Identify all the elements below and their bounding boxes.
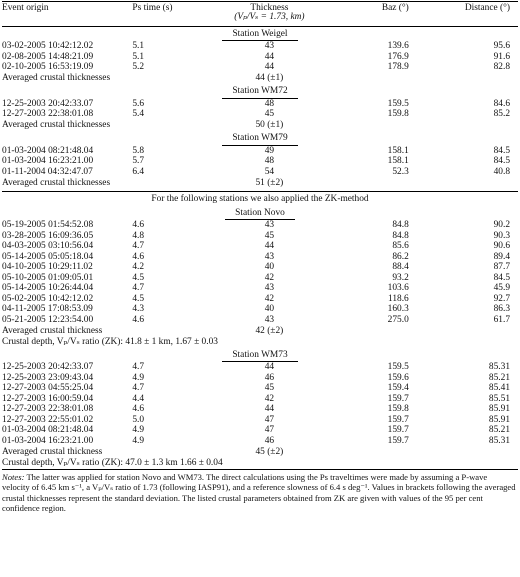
header-event-origin: Event origin [2, 2, 126, 27]
empty-cell [324, 73, 431, 84]
table-row [2, 394, 518, 405]
distance-cell: 45.9 [493, 283, 510, 294]
table-row [2, 363, 518, 374]
thickness-cell: 42 [264, 272, 275, 283]
crustal-depth-text: Crustal depth, Vₚ/Vₛ ratio (ZK): 41.8 ± 1 km, 1.67 ± 0.03 [2, 336, 218, 347]
zk-method-heading: For the following stations we also applied the ZK-method [151, 194, 369, 205]
thickness-cell: 42 [264, 393, 275, 404]
ps-time-cell: 5.2 [132, 62, 145, 73]
ps-time-cell: 4.6 [132, 251, 145, 262]
station-heading-cell [2, 348, 518, 363]
table-row [2, 52, 518, 63]
baz-cell: 160.3 [387, 304, 409, 315]
distance-cell: 86.3 [493, 304, 510, 315]
baz-cell: 159.7 [387, 414, 409, 425]
thickness-cell: 44 [264, 62, 275, 73]
header-thickness-label: Thickness [250, 3, 289, 13]
thickness-cell: 48 [264, 98, 275, 109]
header-baz: Baz (°) [324, 2, 431, 27]
distance-cell: 84.5 [493, 145, 510, 156]
empty-cell [431, 73, 518, 84]
station-heading-row [2, 131, 518, 146]
event-origin-cell: 05-10-2005 01:09:05.01 [2, 272, 94, 283]
distance-cell: 85.31 [488, 362, 510, 373]
table-row [2, 252, 518, 263]
station-title: Station WM79 [222, 134, 297, 145]
event-origin-cell: 12-27-2003 04:55:25.04 [2, 383, 94, 394]
average-value: 45 (±2) [255, 446, 284, 457]
distance-cell: 90.6 [493, 241, 510, 252]
empty-cell [431, 326, 518, 337]
crustal-depth-row [2, 337, 518, 348]
distance-cell: 84.6 [493, 98, 510, 109]
station-heading-row [2, 84, 518, 99]
distance-cell: 87.7 [493, 262, 510, 273]
baz-cell: 88.4 [392, 262, 409, 273]
table-row [2, 157, 518, 168]
event-origin-cell: 01-03-2004 16:23:21.00 [2, 156, 94, 167]
average-label: Averaged crustal thicknesses [2, 73, 111, 84]
event-origin-cell: 12-27-2003 22:38:01.08 [2, 404, 94, 415]
table-row [2, 373, 518, 384]
ps-time-cell: 5.0 [132, 414, 145, 425]
ps-time-cell: 4.6 [132, 314, 145, 325]
thickness-cell: 46 [264, 435, 275, 446]
station-title: Station WM72 [222, 87, 297, 98]
baz-cell: 159.7 [387, 425, 409, 436]
average-value: 51 (±2) [255, 177, 284, 188]
event-origin-cell: 05-02-2005 10:42:12.02 [2, 293, 94, 304]
event-origin-cell: 12-27-2003 16:00:59.04 [2, 393, 94, 404]
baz-cell: 178.9 [387, 62, 409, 73]
event-origin-cell: 12-25-2003 23:09:43.04 [2, 372, 94, 383]
ps-time-cell: 4.5 [132, 272, 145, 283]
distance-cell: 90.3 [493, 230, 510, 241]
baz-cell: 93.2 [392, 272, 409, 283]
baz-cell: 159.6 [387, 372, 409, 383]
average-label: Averaged crustal thickness [2, 325, 103, 336]
event-origin-cell: 01-03-2004 08:21:48.04 [2, 145, 94, 156]
crustal-thickness-table [2, 1, 518, 470]
baz-cell: 52.3 [392, 166, 409, 177]
ps-time-cell: 5.7 [132, 156, 145, 167]
thickness-cell: 49 [264, 145, 275, 156]
distance-cell: 82.8 [493, 62, 510, 73]
thickness-cell: 45 [264, 109, 275, 120]
average-row [2, 120, 518, 131]
station-heading-row [2, 206, 518, 221]
event-origin-cell: 12-27-2003 22:55:01.02 [2, 414, 94, 425]
event-origin-cell: 12-25-2003 20:42:33.07 [2, 362, 94, 373]
zk-method-heading-row [2, 191, 518, 206]
event-origin-cell: 04-10-2005 10:29:11.02 [2, 262, 93, 273]
table-row [2, 273, 518, 284]
ps-time-cell: 5.8 [132, 145, 145, 156]
average-value: 44 (±1) [255, 73, 284, 84]
ps-time-cell: 6.4 [132, 166, 145, 177]
header-ps-time: Ps time (s) [126, 2, 215, 27]
baz-cell: 275.0 [387, 314, 409, 325]
event-origin-cell: 04-03-2005 03:10:56.04 [2, 241, 94, 252]
table-row [2, 110, 518, 121]
baz-cell: 158.1 [387, 156, 409, 167]
baz-cell: 159.7 [387, 393, 409, 404]
table-row [2, 221, 518, 232]
baz-cell: 159.5 [387, 98, 409, 109]
baz-cell: 159.8 [387, 404, 409, 415]
distance-cell: 95.6 [493, 41, 510, 52]
ps-time-cell: 4.2 [132, 262, 145, 273]
header-distance: Distance (°) [431, 2, 518, 27]
empty-cell [324, 120, 431, 131]
distance-cell: 85.21 [488, 425, 510, 436]
ps-time-cell: 4.3 [132, 304, 145, 315]
ps-time-cell: 4.7 [132, 283, 145, 294]
average-value: 50 (±1) [255, 120, 284, 131]
table-row [2, 405, 518, 416]
distance-cell: 40.8 [493, 166, 510, 177]
table-row [2, 305, 518, 316]
thickness-cell: 44 [264, 404, 275, 415]
event-origin-cell: 04-11-2005 17:08:53.09 [2, 304, 93, 315]
ps-time-cell: 4.7 [132, 241, 145, 252]
average-label: Averaged crustal thicknesses [2, 177, 111, 188]
distance-cell: 85.51 [488, 393, 510, 404]
thickness-cell: 47 [264, 414, 275, 425]
distance-cell: 91.6 [493, 51, 510, 62]
table-row [2, 384, 518, 395]
ps-time-cell: 4.7 [132, 383, 145, 394]
thickness-cell: 43 [264, 41, 275, 52]
station-heading-cell [2, 131, 518, 146]
station-heading-row [2, 26, 518, 42]
event-origin-cell: 05-21-2005 12:23:54.00 [2, 314, 94, 325]
table-row [2, 242, 518, 253]
empty-cell [431, 447, 518, 458]
distance-cell: 85.31 [488, 435, 510, 446]
table-header [2, 2, 518, 27]
baz-cell: 159.8 [387, 109, 409, 120]
ps-time-cell: 5.4 [132, 109, 145, 120]
notes-label: Notes: [2, 471, 25, 482]
station-heading-cell [2, 26, 518, 42]
thickness-cell: 48 [264, 156, 275, 167]
table-row [2, 294, 518, 305]
station-title: Station WM73 [222, 351, 297, 362]
distance-cell: 84.5 [493, 156, 510, 167]
distance-cell: 85.21 [488, 372, 510, 383]
average-row [2, 178, 518, 189]
table-row [2, 263, 518, 274]
average-row [2, 73, 518, 84]
table-row [2, 426, 518, 437]
thickness-cell: 42 [264, 293, 275, 304]
header-thickness [215, 2, 324, 27]
event-origin-cell: 03-28-2005 16:09:36.05 [2, 230, 94, 241]
thickness-cell: 46 [264, 372, 275, 383]
baz-cell: 158.1 [387, 145, 409, 156]
baz-cell: 118.6 [388, 293, 409, 304]
header-thickness-sub: (Vₚ/Vₛ = 1.73, km) [234, 12, 305, 23]
table-row [2, 42, 518, 53]
empty-cell [431, 120, 518, 131]
ps-time-cell: 4.9 [132, 435, 145, 446]
event-origin-cell: 05-14-2005 05:05:18.04 [2, 251, 94, 262]
baz-cell: 159.7 [387, 435, 409, 446]
thickness-cell: 40 [264, 304, 275, 315]
table-row [2, 231, 518, 242]
baz-cell: 176.9 [387, 51, 409, 62]
empty-cell [324, 326, 431, 337]
thickness-cell: 45 [264, 230, 275, 241]
header-row [2, 2, 518, 27]
distance-cell: 84.5 [493, 272, 510, 283]
distance-cell: 89.4 [493, 251, 510, 262]
event-origin-cell: 12-25-2003 20:42:33.07 [2, 98, 94, 109]
baz-cell: 85.6 [392, 241, 409, 252]
event-origin-cell: 01-03-2004 08:21:48.04 [2, 425, 94, 436]
baz-cell: 139.6 [387, 41, 409, 52]
table-notes [2, 472, 516, 514]
thickness-cell: 43 [264, 251, 275, 262]
table-row [2, 63, 518, 74]
ps-time-cell: 4.9 [132, 425, 145, 436]
event-origin-cell: 02-10-2005 16:53:19.09 [2, 62, 94, 73]
distance-cell: 85.91 [488, 404, 510, 415]
thickness-cell: 44 [264, 51, 275, 62]
ps-time-cell: 4.9 [132, 372, 145, 383]
distance-cell: 92.7 [493, 293, 510, 304]
thickness-cell: 47 [264, 425, 275, 436]
baz-cell: 159.5 [387, 362, 409, 373]
station-heading-cell [2, 206, 518, 221]
thickness-cell: 45 [264, 383, 275, 394]
distance-cell: 90.2 [493, 220, 510, 231]
empty-cell [324, 178, 431, 189]
ps-time-cell: 4.5 [132, 293, 145, 304]
event-origin-cell: 03-02-2005 10:42:12.02 [2, 41, 94, 52]
table-row [2, 436, 518, 447]
crustal-depth-text: Crustal depth, Vₚ/Vₛ ratio (ZK): 47.0 ± 1.3 km 1.66 ± 0.04 [2, 458, 518, 470]
table-row [2, 284, 518, 295]
event-origin-cell: 01-11-2004 04:32:47.07 [2, 166, 93, 177]
baz-cell: 86.2 [392, 251, 409, 262]
ps-time-cell: 4.7 [132, 362, 145, 373]
notes-text: The latter was applied for station Novo and WM73. The direct calculations using the Ps traveltimes were made by assuming a P-wave velocity of 6.45 km s⁻¹, a Vₚ/Vₛ ratio of 1.73 (following IASP91), and a reference slowness of 6.4 s deg⁻¹. Values in brackets following the averaged crustal thicknesses represent the standard deviation. The listed crustal parameters obtained from ZK are given with values of the 95 per cent confidence region. [2, 471, 516, 514]
average-label: Averaged crustal thicknesses [2, 120, 111, 131]
thickness-cell: 54 [264, 166, 275, 177]
distance-cell: 85.2 [493, 109, 510, 120]
station-title: Station Weigel [222, 30, 297, 41]
table-row [2, 415, 518, 426]
distance-cell: 61.7 [493, 314, 510, 325]
thickness-cell: 43 [264, 283, 275, 294]
baz-cell: 103.6 [387, 283, 409, 294]
table-row [2, 315, 518, 326]
table-row [2, 167, 518, 178]
distance-cell: 85.41 [488, 383, 510, 394]
ps-time-cell: 4.8 [132, 230, 145, 241]
empty-cell [431, 178, 518, 189]
ps-time-cell: 5.1 [132, 51, 145, 62]
event-origin-cell: 05-19-2005 01:54:52.08 [2, 220, 94, 231]
station-title: Station Novo [225, 209, 295, 220]
average-row [2, 447, 518, 458]
distance-cell: 85.91 [488, 414, 510, 425]
ps-time-cell: 4.6 [132, 220, 145, 231]
event-origin-cell: 01-03-2004 16:23:21.00 [2, 435, 94, 446]
thickness-cell: 40 [264, 262, 275, 273]
crustal-depth-row [2, 458, 518, 470]
average-row [2, 326, 518, 337]
station-heading-row [2, 348, 518, 363]
average-label: Averaged crustal thickness [2, 446, 103, 457]
thickness-cell: 44 [264, 241, 275, 252]
ps-time-cell: 4.6 [132, 404, 145, 415]
ps-time-cell: 5.1 [132, 41, 145, 52]
thickness-cell: 43 [264, 220, 275, 231]
baz-cell: 84.8 [392, 230, 409, 241]
table-body [2, 26, 518, 469]
event-origin-cell: 12-27-2003 22:38:01.08 [2, 109, 94, 120]
event-origin-cell: 02-08-2005 14:48:21.09 [2, 51, 94, 62]
ps-time-cell: 5.6 [132, 98, 145, 109]
table-row [2, 146, 518, 157]
event-origin-cell: 05-14-2005 10:26:44.04 [2, 283, 94, 294]
baz-cell: 159.4 [387, 383, 409, 394]
ps-time-cell: 4.4 [132, 393, 145, 404]
station-heading-cell [2, 84, 518, 99]
empty-cell [324, 447, 431, 458]
thickness-cell: 43 [264, 314, 275, 325]
baz-cell: 84.8 [392, 220, 409, 231]
table-row [2, 99, 518, 110]
thickness-cell: 44 [264, 362, 275, 373]
average-value: 42 (±2) [255, 325, 284, 336]
